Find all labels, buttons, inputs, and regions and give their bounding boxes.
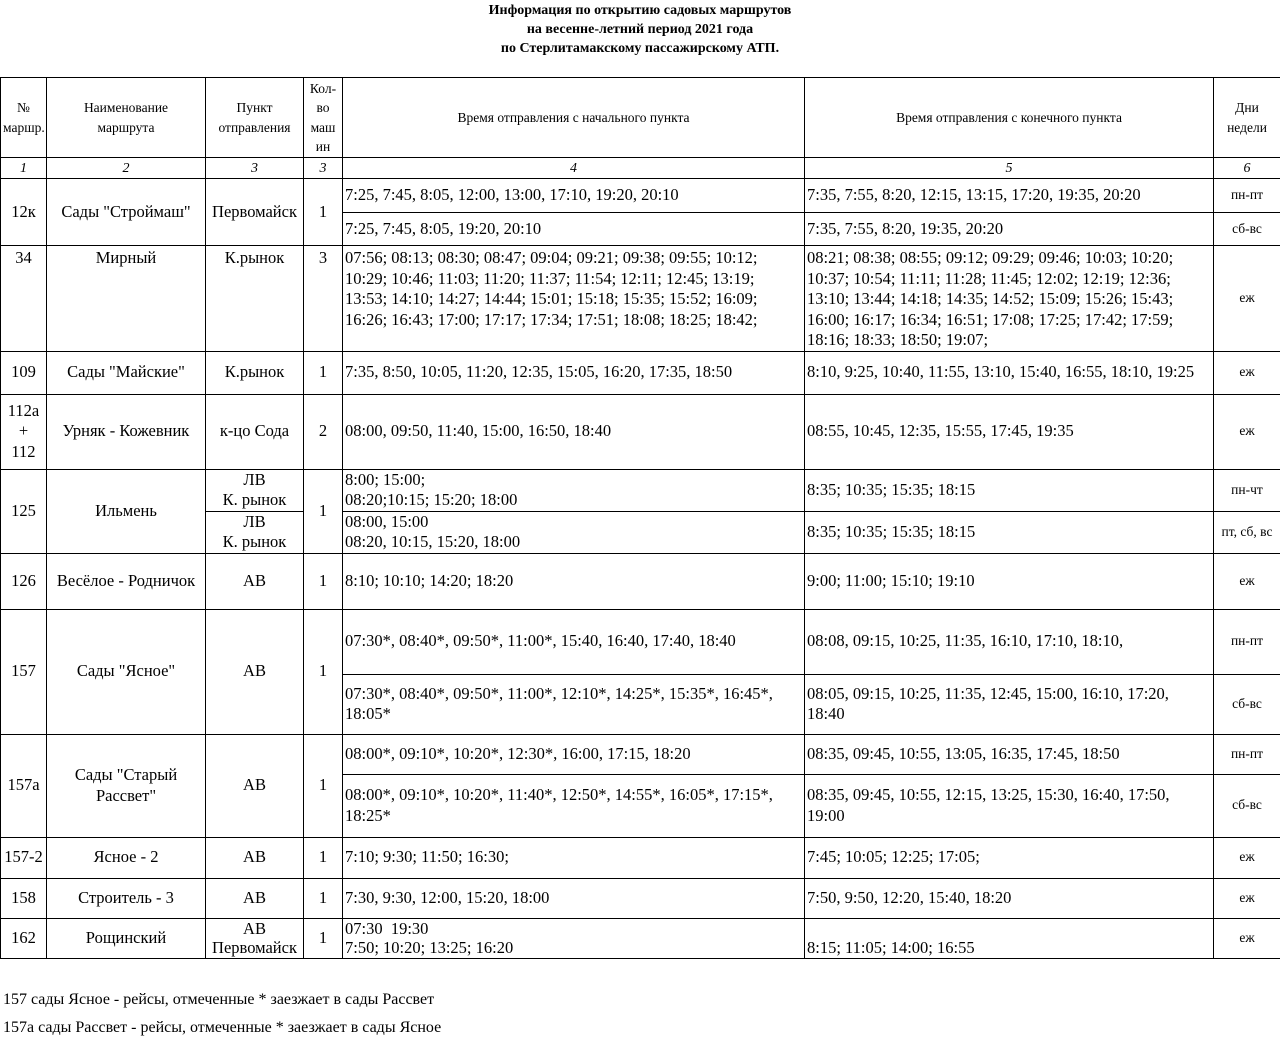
weekdays: пн-пт: [1214, 609, 1280, 674]
title-line: по Стерлитамакскому пассажирскому АТП.: [500, 41, 780, 56]
weekdays: пн-пт: [1214, 734, 1280, 774]
route-number: 162: [1, 918, 47, 958]
vehicle-count: 1: [304, 351, 343, 394]
column-number: 3: [206, 158, 304, 179]
departure-point: АВ: [206, 878, 304, 918]
weekdays: еж: [1214, 837, 1280, 878]
table-row: [1, 469, 1280, 511]
column-number: 5: [805, 158, 1214, 179]
header-vehicle-count: Кол- во маш ин: [304, 78, 343, 158]
document-title: [0, 1, 1280, 58]
table-row: [1, 918, 1280, 958]
route-name: Сады "Строймаш": [47, 179, 206, 246]
times-from-start: 07:30 19:30 7:50; 10:20; 13:25; 16:20: [343, 918, 805, 958]
times-from-start: 08:00, 09:50, 11:40, 15:00, 16:50, 18:40: [343, 394, 805, 469]
table-row: [1, 179, 1280, 213]
footnotes: [3, 986, 1273, 1042]
route-number: 34: [1, 246, 47, 352]
times-from-start: 8:10; 10:10; 14:20; 18:20: [343, 553, 805, 609]
departure-point: АВ Первомайск: [206, 918, 304, 958]
column-number: 1: [1, 158, 47, 179]
route-number: 157-2: [1, 837, 47, 878]
times-from-end: 08:35, 09:45, 10:55, 12:15, 13:25, 15:30, 16:40, 17:50, 19:00: [805, 774, 1214, 837]
route-number: 157: [1, 609, 47, 734]
weekdays: пт, сб, вс: [1214, 511, 1280, 553]
departure-point: АВ: [206, 609, 304, 734]
times-from-start: 08:00, 15:00 08:20, 10:15, 15:20, 18:00: [343, 511, 805, 553]
times-from-start: 07:56; 08:13; 08:30; 08:47; 09:04; 09:21; 09:38; 09:55; 10:12; 10:29; 10:46; 11:03; 11:20; 11:37; 11:54; 12:11; 12:45; 13:19; 13:53; 14:10; 14:27; 14:44; 15:01; 15:18; 15:35; 15:52; 16:09; 16:26; 16:43; 17:00; 17:17; 17:34; 17:51; 18:08; 18:25; 18:42;: [343, 246, 805, 352]
weekdays: еж: [1214, 394, 1280, 469]
times-from-end: 7:35, 7:55, 8:20, 19:35, 20:20: [805, 213, 1214, 246]
times-from-end: 08:35, 09:45, 10:55, 13:05, 16:35, 17:45, 18:50: [805, 734, 1214, 774]
column-number: 3: [304, 158, 343, 179]
header-departure-from-start: Время отправления с начального пункта: [343, 78, 805, 158]
times-from-end: 7:45; 10:05; 12:25; 17:05;: [805, 837, 1214, 878]
weekdays: еж: [1214, 246, 1280, 352]
route-number: 109: [1, 351, 47, 394]
weekdays: сб-вс: [1214, 774, 1280, 837]
table-row: [1, 351, 1280, 394]
times-from-end: 7:35, 7:55, 8:20, 12:15, 13:15, 17:20, 19:35, 20:20: [805, 179, 1214, 213]
weekdays: еж: [1214, 553, 1280, 609]
departure-point: Первомайск: [206, 179, 304, 246]
weekdays: сб-вс: [1214, 674, 1280, 734]
table-row: [1, 394, 1280, 469]
vehicle-count: 1: [304, 734, 343, 837]
times-from-start: 7:30, 9:30, 12:00, 15:20, 18:00: [343, 878, 805, 918]
route-number: 12к: [1, 179, 47, 246]
table-row: [1, 553, 1280, 609]
vehicle-count: 1: [304, 469, 343, 553]
times-from-start: 7:25, 7:45, 8:05, 12:00, 13:00, 17:10, 19:20, 20:10: [343, 179, 805, 213]
vehicle-count: 1: [304, 553, 343, 609]
times-from-end: 08:21; 08:38; 08:55; 09:12; 09:29; 09:46; 10:03; 10:20; 10:37; 10:54; 11:11; 11:28; 11:45; 12:02; 12:19; 12:36; 13:10; 13:44; 14:18; 14:35; 14:52; 15:09; 15:26; 15:43; 16:00; 16:17; 16:34; 16:51; 17:08; 17:25; 17:42; 17:59; 18:16; 18:33; 18:50; 19:07;: [805, 246, 1214, 352]
route-name: Сады "Майские": [47, 351, 206, 394]
times-from-start: 8:00; 15:00; 08:20;10:15; 15:20; 18:00: [343, 469, 805, 511]
vehicle-count: 1: [304, 837, 343, 878]
title-line: на весенне-летний период 2021 года: [526, 22, 754, 37]
schedule-table: [0, 77, 1280, 959]
times-from-start: 08:00*, 09:10*, 10:20*, 12:30*, 16:00, 17:15, 18:20: [343, 734, 805, 774]
route-name: Сады "Старый Рассвет": [47, 734, 206, 837]
route-number: 112а + 112: [1, 394, 47, 469]
vehicle-count: 1: [304, 918, 343, 958]
column-number: 2: [47, 158, 206, 179]
route-number: 126: [1, 553, 47, 609]
departure-point: АВ: [206, 837, 304, 878]
route-name: Ильмень: [47, 469, 206, 553]
departure-point: К.рынок: [206, 246, 304, 352]
column-number-row: [1, 158, 1280, 179]
table-row: [1, 246, 1280, 352]
times-from-start: 08:00*, 09:10*, 10:20*, 11:40*, 12:50*, 14:55*, 16:05*, 17:15*, 18:25*: [343, 774, 805, 837]
departure-point: ЛВ К. рынок: [206, 469, 304, 511]
times-from-start: 07:30*, 08:40*, 09:50*, 11:00*, 15:40, 16:40, 17:40, 18:40: [343, 609, 805, 674]
header-weekdays: Дни недели: [1214, 78, 1280, 158]
departure-point: ЛВ К. рынок: [206, 511, 304, 553]
title-line: Информация по открытию садовых маршрутов: [488, 3, 792, 18]
header-route-number: № маршр.: [1, 78, 47, 158]
times-from-start: 07:30*, 08:40*, 09:50*, 11:00*, 12:10*, 14:25*, 15:35*, 16:45*, 18:05*: [343, 674, 805, 734]
times-from-start: 7:25, 7:45, 8:05, 19:20, 20:10: [343, 213, 805, 246]
route-name: Сады "Ясное": [47, 609, 206, 734]
header-row: [1, 78, 1280, 158]
route-name: Урняк - Кожевник: [47, 394, 206, 469]
header-departure-point: Пункт отправления: [206, 78, 304, 158]
weekdays: пн-чт: [1214, 469, 1280, 511]
weekdays: еж: [1214, 918, 1280, 958]
weekdays: сб-вс: [1214, 213, 1280, 246]
vehicle-count: 1: [304, 179, 343, 246]
route-name: Ясное - 2: [47, 837, 206, 878]
vehicle-count: 2: [304, 394, 343, 469]
times-from-end: 8:10, 9:25, 10:40, 11:55, 13:10, 15:40, 16:55, 18:10, 19:25: [805, 351, 1214, 394]
weekdays: пн-пт: [1214, 179, 1280, 213]
table-row: [1, 734, 1280, 774]
times-from-end: 08:55, 10:45, 12:35, 15:55, 17:45, 19:35: [805, 394, 1214, 469]
header-departure-from-end: Время отправления с конечного пункта: [805, 78, 1214, 158]
weekdays: еж: [1214, 351, 1280, 394]
route-number: 125: [1, 469, 47, 553]
vehicle-count: 3: [304, 246, 343, 352]
route-number: 158: [1, 878, 47, 918]
times-from-end: 8:35; 10:35; 15:35; 18:15: [805, 469, 1214, 511]
route-number: 157а: [1, 734, 47, 837]
route-name: Строитель - 3: [47, 878, 206, 918]
route-name: Рощинский: [47, 918, 206, 958]
departure-point: АВ: [206, 553, 304, 609]
route-name: Мирный: [47, 246, 206, 352]
footnote: 157а сады Рассвет - рейсы, отмеченные * заезжает в сады Ясное: [3, 1019, 442, 1036]
times-from-end: 8:35; 10:35; 15:35; 18:15: [805, 511, 1214, 553]
times-from-end: 9:00; 11:00; 15:10; 19:10: [805, 553, 1214, 609]
footnote: 157 сады Ясное - рейсы, отмеченные * заезжает в сады Рассвет: [3, 991, 435, 1008]
table-row: [1, 878, 1280, 918]
times-from-end: 08:08, 09:15, 10:25, 11:35, 16:10, 17:10, 18:10,: [805, 609, 1214, 674]
times-from-end: 08:05, 09:15, 10:25, 11:35, 12:45, 15:00, 16:10, 17:20, 18:40: [805, 674, 1214, 734]
weekdays: еж: [1214, 878, 1280, 918]
table-row: [1, 837, 1280, 878]
vehicle-count: 1: [304, 878, 343, 918]
departure-point: АВ: [206, 734, 304, 837]
times-from-start: 7:10; 9:30; 11:50; 16:30;: [343, 837, 805, 878]
column-number: 6: [1214, 158, 1280, 179]
departure-point: к-цо Сода: [206, 394, 304, 469]
times-from-end: 8:15; 11:05; 14:00; 16:55: [805, 918, 1214, 958]
times-from-start: 7:35, 8:50, 10:05, 11:20, 12:35, 15:05, 16:20, 17:35, 18:50: [343, 351, 805, 394]
column-number: 4: [343, 158, 805, 179]
table-row: [1, 609, 1280, 674]
vehicle-count: 1: [304, 609, 343, 734]
route-name: Весёлое - Родничок: [47, 553, 206, 609]
departure-point: К.рынок: [206, 351, 304, 394]
times-from-end: 7:50, 9:50, 12:20, 15:40, 18:20: [805, 878, 1214, 918]
header-route-name: Наименование маршрута: [47, 78, 206, 158]
